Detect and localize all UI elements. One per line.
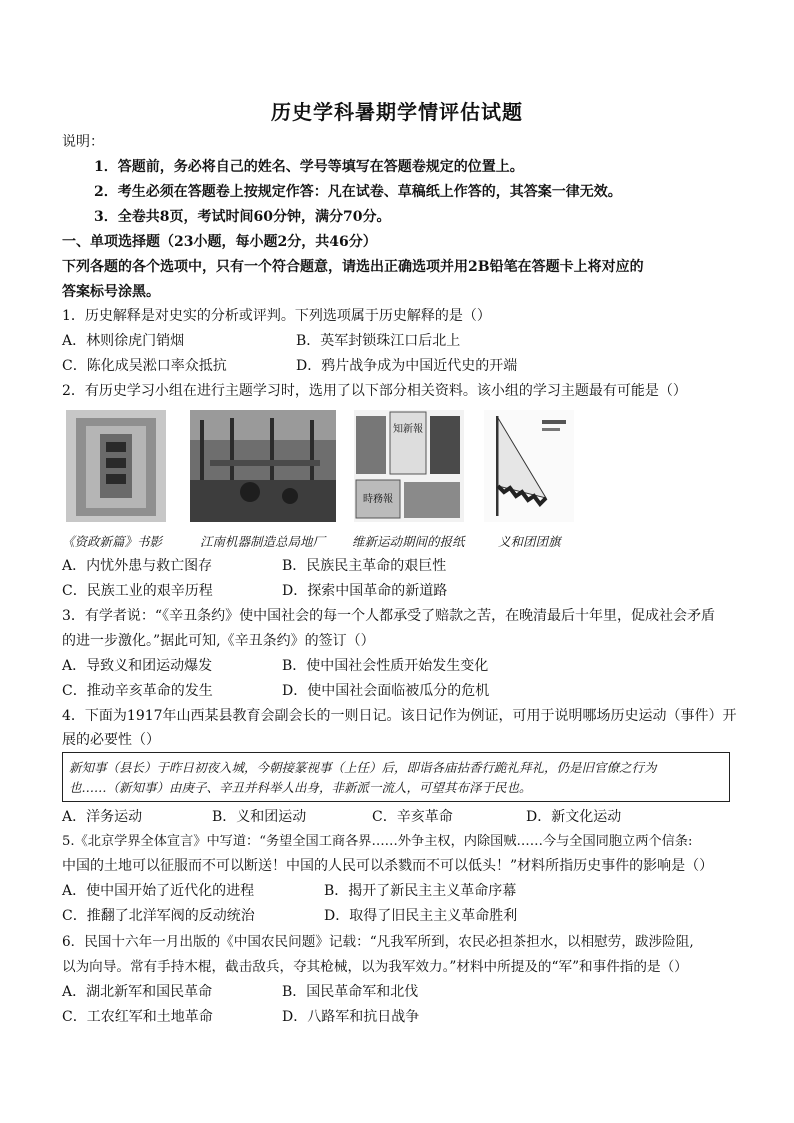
q4-diary-quote xyxy=(62,752,730,802)
quote-line: 新知事（县长）于昨日初夜入城，今朝接篆视事（上任）后，即诣各庙拈香行跪礼拜礼，仍是旧官僚之行为 xyxy=(69,760,657,775)
section-note: 答案标号涂黑。 xyxy=(62,284,160,300)
section-heading: 一、单项选择题（23小题，每小题2分，共46分） xyxy=(62,234,377,250)
q3-option-b[interactable]: B．使中国社会性质开始发生变化 xyxy=(282,658,489,674)
q6-option-b[interactable]: B．国民革命军和北伐 xyxy=(282,984,419,1000)
q6-option-c[interactable]: C．工农红军和土地革命 xyxy=(62,1009,213,1025)
q5-option-c[interactable]: C．推翻了北洋军阀的反动统治 xyxy=(62,908,255,924)
q2-option-b[interactable]: B．民族民主革命的艰巨性 xyxy=(282,558,447,574)
factory-photo-image xyxy=(190,410,336,522)
q4-option-d[interactable]: D．新文化运动 xyxy=(526,809,622,825)
instruction-item: 1．答题前，务必将自己的姓名、学号等填写在答题卷规定的位置上。 xyxy=(94,159,524,175)
question-3-stem: 的进一步激化。”据此可知,《辛丑条约》的签订（） xyxy=(62,633,375,649)
q2-image-row xyxy=(62,410,742,522)
question-2-stem: 2．有历史学习小组在进行主题学习时，选用了以下部分相关资料。该小组的学习主题最有可能是（） xyxy=(62,383,687,399)
question-4-stem: 展的必要性（） xyxy=(62,732,160,748)
question-6-stem: 以为向导。常有手持木棍，截击敌兵，夺其枪械，以为我军效力。”材料中所提及的“军”和事件指的是（） xyxy=(62,959,688,975)
q6-option-a[interactable]: A．湖北新军和国民革命 xyxy=(62,984,213,1000)
question-6-stem: 6．民国十六年一月出版的《中国农民问题》记载：“凡我军所到，农民必担茶担水，以相慰劳，跋涉险阻, xyxy=(62,934,694,950)
q1-option-a[interactable]: A．林则徐虎门销烟 xyxy=(62,333,185,349)
newspapers-image xyxy=(354,410,464,522)
q2-caption-2: 江南机器制造总局地厂 xyxy=(200,534,326,549)
book-cover-image xyxy=(66,410,166,522)
quote-line: 也……（新知事）由庚子、辛丑并科举人出身，非新派一流人，可望其布泽于民也。 xyxy=(69,780,532,795)
q3-option-a[interactable]: A．导致义和团运动爆发 xyxy=(62,658,213,674)
q3-option-d[interactable]: D．使中国社会面临被瓜分的危机 xyxy=(282,683,490,699)
q1-option-c[interactable]: C．陈化成吴淞口率众抵抗 xyxy=(62,358,227,374)
boxer-flag-image xyxy=(484,410,574,522)
newspaper-title: 知新報 xyxy=(393,424,423,435)
instruction-item: 3．全卷共8页，考试时间60分钟，满分70分。 xyxy=(94,209,391,225)
q2-option-d[interactable]: D．探索中国革命的新道路 xyxy=(282,583,448,599)
instructions-heading: 说明： xyxy=(62,134,104,150)
question-5-stem: 中国的土地可以征服而不可以断送！中国的人民可以杀戮而不可以低头！”材料所指历史事件的影响是（） xyxy=(62,858,714,874)
q3-option-c[interactable]: C．推动辛亥革命的发生 xyxy=(62,683,213,699)
q6-option-d[interactable]: D．八路军和抗日战争 xyxy=(282,1009,420,1025)
section-note: 下列各题的各个选项中，只有一个符合题意，请选出正确选项并用2B铅笔在答题卡上将对应的 xyxy=(62,259,644,275)
page-title: 历史学科暑期学情评估试题 xyxy=(271,100,523,124)
q2-caption-1: 《资政新篇》书影 xyxy=(62,534,163,549)
q4-option-b[interactable]: B．义和团运动 xyxy=(212,809,307,825)
q4-option-a[interactable]: A．洋务运动 xyxy=(62,809,143,825)
q2-caption-4: 义和团团旗 xyxy=(498,534,561,549)
q4-option-c[interactable]: C．辛亥革命 xyxy=(372,809,453,825)
question-1-stem: 1．历史解释是对史实的分析或评判。下列选项属于历史解释的是（） xyxy=(62,308,491,324)
q5-option-d[interactable]: D．取得了旧民主主义革命胜利 xyxy=(324,908,518,924)
q5-option-a[interactable]: A．使中国开始了近代化的进程 xyxy=(62,883,255,899)
q2-option-a[interactable]: A．内忧外患与救亡图存 xyxy=(62,558,213,574)
newspaper-title: 時務報 xyxy=(363,494,393,505)
q5-option-b[interactable]: B．揭开了新民主主义革命序幕 xyxy=(324,883,517,899)
instruction-item: 2．考生必须在答题卷上按规定作答：凡在试卷、草稿纸上作答的，其答案一律无效。 xyxy=(94,184,622,200)
q2-caption-3: 维新运动期间的报纸 xyxy=(352,534,465,549)
q2-option-c[interactable]: C．民族工业的艰辛历程 xyxy=(62,583,213,599)
q1-option-d[interactable]: D．鸦片战争成为中国近代史的开端 xyxy=(296,358,518,374)
question-5-stem: 5.《北京学界全体宣言》中写道：“务望全国工商各界……外争主权，内除国贼……今与全国同胞立两个信条: xyxy=(62,834,693,849)
question-3-stem: 3．有学者说：“《辛丑条约》使中国社会的每一个人都承受了赔款之苦，在晚清最后十年里，促成社会矛盾 xyxy=(62,608,716,624)
q1-option-b[interactable]: B．英军封锁珠江口后北上 xyxy=(296,333,461,349)
question-4-stem: 4．下面为1917年山西某县教育会副会长的一则日记。该日记作为例证，可用于说明哪场历史运动（事件）开 xyxy=(62,708,737,724)
